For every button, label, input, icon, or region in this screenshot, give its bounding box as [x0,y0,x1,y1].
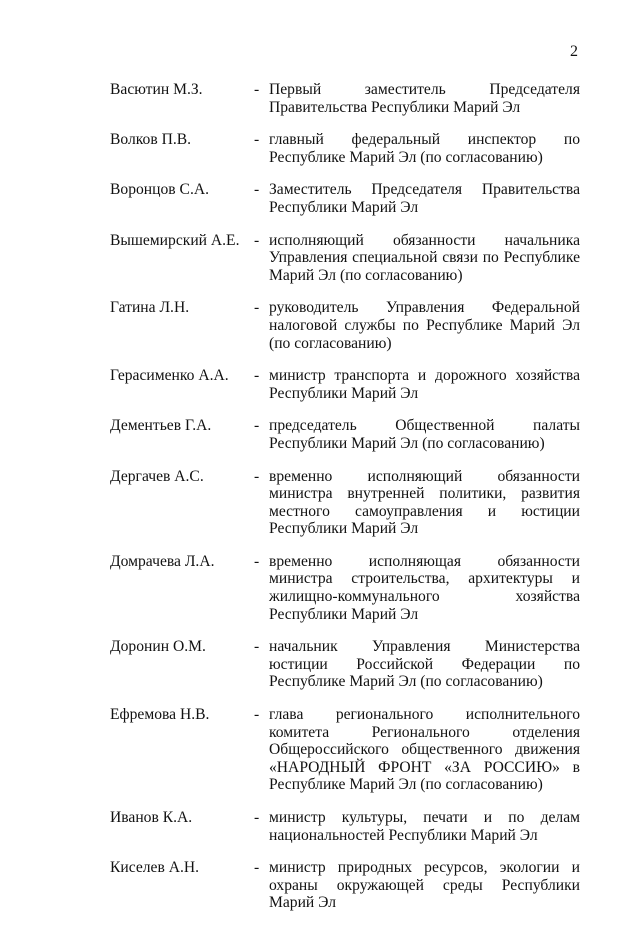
member-role: министр транспорта и дорожного хозяйства Республики Марий Эл [269,367,580,402]
member-role: Заместитель Председателя Правительства Республики Марий Эл [269,181,580,216]
member-role: временно исполняющая обязанности министра строительства, архитектуры и жилищно-коммунального хозяйства Республики Марий Эл [269,552,580,623]
member-role: министр природных ресурсов, экологии и охраны окружающей среды Республики Марий Эл [269,859,580,912]
member-name: Герасименко А.А. [110,367,229,385]
dash-separator: - [254,706,260,724]
dash-separator: - [254,181,260,199]
dash-separator: - [254,809,260,826]
list-item [110,299,580,352]
list-item [110,417,580,452]
list-item [110,706,580,794]
list-item [110,809,580,844]
member-role: исполняющий обязанности начальника Управления специальной связи по Республике Марий Эл (по согласованию) [269,231,580,284]
dash-separator: - [254,859,260,877]
member-name: Домрачева Л.А. [110,552,215,570]
dash-separator: - [254,638,260,656]
member-name: Иванов К.А. [110,809,193,826]
member-role: начальник Управления Министерства юстиции Российской Федерации по Республике Марий Эл (по согласованию) [269,638,580,691]
member-name: Васютин М.З. [110,81,203,98]
list-item [110,232,580,285]
dash-separator: - [254,131,260,149]
list-item [110,468,580,538]
member-name: Волков П.В. [110,131,192,149]
member-role: председатель Общественной палаты Республики Марий Эл (по согласованию) [269,417,580,452]
member-name: Гатина Л.Н. [110,299,190,317]
member-role: министр культуры, печати и по делам национальностей Республики Марий Эл [269,809,580,844]
member-list [110,81,580,927]
member-name: Дергачев А.С. [110,467,204,485]
list-item [110,859,580,912]
list-item [110,638,580,691]
list-item [110,367,580,402]
member-name: Доронин О.М. [110,638,206,656]
member-name: Дементьев Г.А. [110,417,212,435]
member-name: Воронцов С.А. [110,181,209,199]
member-name: Вышемирский А.Е. [110,231,240,249]
dash-separator: - [254,231,260,249]
list-item [110,181,580,216]
member-role: временно исполняющий обязанности министра внутренней политики, развития местного самоуправления и юстиции Республики Марий Эл [269,467,580,538]
member-role: Первый заместитель Председателя Правительства Республики Марий Эл [269,81,580,116]
dash-separator: - [254,367,260,385]
dash-separator: - [254,417,260,435]
dash-separator: - [254,467,260,485]
list-item [110,81,580,116]
dash-separator: - [254,552,260,570]
dash-separator: - [254,81,260,98]
member-role: главный федеральный инспектор по Республике Марий Эл (по согласованию) [269,131,580,166]
dash-separator: - [254,299,260,317]
member-role: руководитель Управления Федеральной налоговой службы по Республике Марий Эл (по согласованию) [269,299,580,352]
list-item [110,131,580,166]
member-role: глава регионального исполнительного комитета Регионального отделения Общероссийского общественного движения «НАРОДНЫЙ ФРОНТ «ЗА РОССИЮ» в Республике Марий Эл (по согласованию) [269,706,580,794]
page-number: 2 [570,43,578,60]
member-name: Киселев А.Н. [110,859,200,877]
list-item [110,553,580,623]
member-name: Ефремова Н.В. [110,706,210,724]
